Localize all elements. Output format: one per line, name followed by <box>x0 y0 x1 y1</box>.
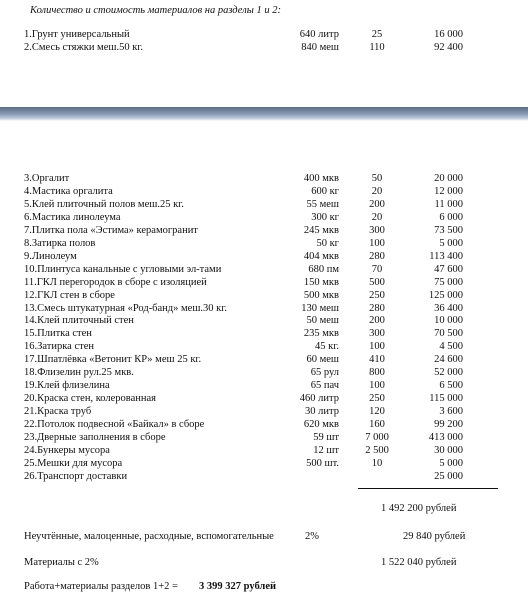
item-price: 100 <box>369 238 385 249</box>
item-name: 19.Клей флизелина <box>24 380 110 391</box>
item-quantity: 50 кг <box>316 238 339 249</box>
item-name: 15.Плитка стен <box>24 328 92 339</box>
item-name: 23.Дверные заполнения в сборе <box>24 432 166 443</box>
item-quantity: 840 меш <box>301 42 339 53</box>
item-sum: 12 000 <box>434 186 463 197</box>
list-item <box>0 43 528 56</box>
item-sum: 413 000 <box>428 432 463 443</box>
item-quantity: 150 мкв <box>303 277 339 288</box>
item-price: 20 <box>371 186 383 197</box>
item-name: 10.Плинтуса канальные с угловыми эл-тами <box>24 264 222 275</box>
item-name: 18.Флизелин рул.25 мкв. <box>24 367 134 378</box>
item-name: 2.Смесь стяжки меш.50 кг. <box>24 42 144 53</box>
item-price: 10 <box>371 458 383 469</box>
item-quantity: 60 меш <box>306 354 339 365</box>
item-name: 17.Шпатлёвка «Ветонит КР» меш 25 кг. <box>24 354 202 365</box>
list-item <box>0 472 528 485</box>
item-price: 120 <box>369 406 385 417</box>
page-break-band <box>0 107 528 121</box>
item-sum: 25 000 <box>434 471 463 482</box>
item-price: 50 <box>371 173 383 184</box>
item-price: 110 <box>369 42 385 53</box>
item-name: 11.ГКЛ перегородок в сборе с изоляцией <box>24 277 207 288</box>
item-sum: 11 000 <box>434 199 463 210</box>
item-name: 6.Мастика линолеума <box>24 212 121 223</box>
item-quantity: 55 меш <box>306 199 339 210</box>
item-sum: 115 000 <box>429 393 463 404</box>
materials-sum: 1 522 040 рублей <box>381 557 457 568</box>
item-quantity: 45 кг. <box>315 341 339 352</box>
item-sum: 10 000 <box>434 315 463 326</box>
item-price: 2 500 <box>365 445 389 456</box>
grand-total-sum: 3 399 327 рублей <box>199 581 277 592</box>
item-price: 200 <box>369 199 385 210</box>
item-sum: 52 000 <box>434 367 463 378</box>
item-name: 1.Грунт универсальный <box>24 29 130 40</box>
item-sum: 92 400 <box>434 42 463 53</box>
misc-percent: 2% <box>305 531 319 542</box>
item-name: 20.Краска стен, колерованная <box>24 393 156 404</box>
item-quantity: 460 литр <box>299 393 339 404</box>
item-sum: 113 400 <box>429 251 463 262</box>
item-quantity: 50 меш <box>306 315 339 326</box>
item-quantity: 500 мкв <box>303 290 339 301</box>
item-quantity: 620 мкв <box>303 419 339 430</box>
item-price: 20 <box>371 212 383 223</box>
item-sum: 99 200 <box>434 419 463 430</box>
item-name: 24.Бункеры мусора <box>24 445 110 456</box>
item-price: 100 <box>369 380 385 391</box>
item-quantity: 65 рул <box>310 367 339 378</box>
item-price: 100 <box>369 341 385 352</box>
item-sum: 4 500 <box>439 341 463 352</box>
item-price: 500 <box>369 277 385 288</box>
item-name: 13.Смесь штукатурная «Род-банд» меш.30 кг. <box>24 303 228 314</box>
item-name: 4.Мастика оргалита <box>24 186 113 197</box>
item-quantity: 12 шт <box>313 445 339 456</box>
item-sum: 6 000 <box>439 212 463 223</box>
item-name: 22.Потолок подвесной «Байкал» в сборе <box>24 419 205 430</box>
item-quantity: 59 шт <box>313 432 339 443</box>
misc-sum: 29 840 рублей <box>403 531 466 542</box>
item-price: 280 <box>369 251 385 262</box>
item-sum: 5 000 <box>439 238 463 249</box>
misc-label: Неучтённые, малоценные, расходные, вспомогательные <box>24 531 274 542</box>
item-sum: 5 000 <box>439 458 463 469</box>
item-sum: 3 600 <box>439 406 463 417</box>
item-sum: 30 000 <box>434 445 463 456</box>
total-underline <box>358 488 498 489</box>
item-name: 25.Мешки для мусора <box>24 458 123 469</box>
item-quantity: 65 пач <box>310 380 339 391</box>
item-price: 300 <box>369 225 385 236</box>
item-name: 12.ГКЛ стен в сборе <box>24 290 115 301</box>
item-quantity: 300 кг <box>311 212 339 223</box>
item-price: 160 <box>369 419 385 430</box>
item-name: 14.Клей плиточный стен <box>24 315 134 326</box>
item-sum: 73 500 <box>434 225 463 236</box>
item-sum: 70 500 <box>434 328 463 339</box>
item-quantity: 30 литр <box>305 406 339 417</box>
grand-total-label: Работа+материалы разделов 1+2 = <box>24 581 178 592</box>
item-sum: 6 500 <box>439 380 463 391</box>
item-quantity: 600 кг <box>311 186 339 197</box>
materials-label: Материалы с 2% <box>24 557 99 568</box>
item-price: 7 000 <box>365 432 389 443</box>
item-sum: 16 000 <box>434 29 463 40</box>
item-quantity: 640 литр <box>299 29 339 40</box>
document-title: Количество и стоимость материалов на разделы 1 и 2: <box>30 5 281 16</box>
item-name: 26.Транспорт доставки <box>24 471 128 482</box>
item-quantity: 130 меш <box>301 303 339 314</box>
item-quantity: 500 шт. <box>306 458 339 469</box>
item-price: 70 <box>371 264 383 275</box>
item-sum: 24 600 <box>434 354 463 365</box>
item-name: 5.Клей плиточный полов меш.25 кг. <box>24 199 184 210</box>
item-price: 410 <box>369 354 385 365</box>
item-name: 21.Краска труб <box>24 406 92 417</box>
item-price: 25 <box>371 29 383 40</box>
item-sum: 125 000 <box>428 290 463 301</box>
item-sum: 36 400 <box>434 303 463 314</box>
item-price: 300 <box>369 328 385 339</box>
item-name: 8.Затирка полов <box>24 238 96 249</box>
item-quantity: 245 мкв <box>303 225 339 236</box>
item-sum: 75 000 <box>434 277 463 288</box>
item-sum: 47 600 <box>434 264 463 275</box>
item-quantity: 680 пм <box>308 264 339 275</box>
item-name: 9.Линолеум <box>24 251 77 262</box>
item-name: 7.Плитка пола «Эстима» керамогранит <box>24 225 198 236</box>
total-sum: 1 492 200 рублей <box>381 503 457 514</box>
item-name: 16.Затирка стен <box>24 341 94 352</box>
item-sum: 20 000 <box>434 173 463 184</box>
item-quantity: 400 мкв <box>303 173 339 184</box>
item-price: 280 <box>369 303 385 314</box>
item-quantity: 404 мкв <box>303 251 339 262</box>
item-quantity: 235 мкв <box>303 328 339 339</box>
item-price: 800 <box>369 367 385 378</box>
item-price: 200 <box>369 315 385 326</box>
item-price: 250 <box>369 393 385 404</box>
item-name: 3.Оргалит <box>24 173 70 184</box>
item-price: 250 <box>369 290 385 301</box>
